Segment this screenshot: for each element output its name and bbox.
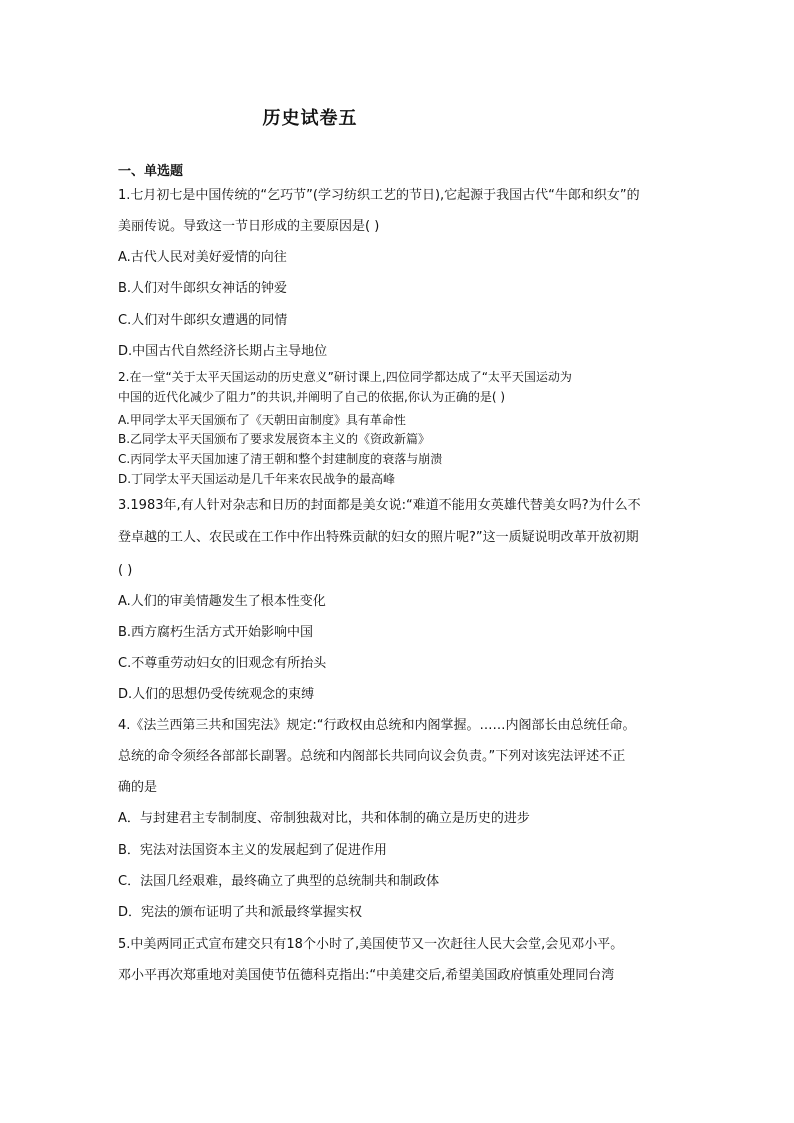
q3-option-c: C.不尊重劳动妇女的旧观念有所抬头 [118, 656, 327, 671]
q1-stem-line-1: 1.七月初七是中国传统的“乞巧节”(学习纺织工艺的节日),它起源于我国古代“牛郎和织女”的 [118, 188, 640, 203]
q1-stem-line-2: 美丽传说。导致这一节日形成的主要原因是( ) [118, 219, 380, 234]
q4-option-b: B．宪法对法国资本主义的发展起到了促进作用 [118, 843, 387, 858]
q2-option-c: C.丙同学太平天国加速了清王朝和整个封建制度的衰落与崩溃 [118, 452, 443, 466]
q5-stem-line-1: 5.中美两同正式宣布建交只有18个小时了,美国使节又一次赶往人民大会堂,会见邓小平。 [118, 937, 624, 952]
q2-stem-line-1: 2.在一堂“关于太平天国运动的历史意义”研讨课上,四位同学都达成了“太平天国运动为 [118, 370, 572, 384]
q4-option-c: C．法国几经艰难，最终确立了典型的总统制共和制政体 [118, 874, 440, 889]
q3-option-a: A.人们的审美情趣发生了根本性变化 [118, 594, 326, 609]
section-heading: 一、单选题 [118, 164, 184, 179]
q4-stem-line-2: 总统的命令须经各部部长副署。总统和内阁部长共同向议会负责。”下列对该宪法评述不正 [118, 749, 626, 764]
q4-stem-line-1: 4.《法兰西第三共和国宪法》规定:“行政权由总统和内阁掌握。……内阁部长由总统任命。 [118, 718, 636, 733]
q2-option-b: B.乙同学太平天国颁布了要求发展资本主义的《资政新篇》 [118, 432, 431, 446]
q1-option-c: C.人们对牛郎织女遭遇的同情 [118, 313, 288, 328]
q2-option-d: D.丁同学太平天国运动是几千年来农民战争的最高峰 [118, 472, 396, 486]
q4-option-d: D．宪法的颁布证明了共和派最终掌握实权 [118, 905, 363, 920]
q3-stem-line-2: 登卓越的工人、农民或在工作中作出特殊贡献的妇女的照片呢?”这一质疑说明改革开放初期 [118, 530, 639, 545]
q3-option-b: B.西方腐朽生活方式开始影响中国 [118, 625, 314, 640]
q2-option-a: A.甲同学太平天国颁布了《天朝田亩制度》具有革命性 [118, 413, 406, 427]
q1-option-d: D.中国古代自然经济长期占主导地位 [118, 344, 328, 359]
q5-stem-line-2: 邓小平再次郑重地对美国使节伍德科克指出:“中美建交后,希望美国政府慎重处理同台湾 [118, 968, 615, 983]
exam-title: 历史试卷五 [262, 108, 358, 129]
q2-stem-line-2: 中国的近代化减少了阻力”的共识,并阐明了自己的依据,你认为正确的是( ) [118, 390, 506, 404]
q1-option-b: B.人们对牛郎织女神话的钟爱 [118, 281, 288, 296]
q3-stem-line-3: ( ) [118, 563, 133, 578]
q3-option-d: D.人们的思想仍受传统观念的束缚 [118, 687, 315, 702]
q4-option-a: A．与封建君主专制制度、帝制独裁对比，共和体制的确立是历史的进步 [118, 811, 530, 826]
q1-option-a: A.古代人民对美好爱情的向往 [118, 250, 287, 265]
q3-stem-line-1: 3.1983年,有人针对杂志和日历的封面都是美女说:“难道不能用女英雄代替美女吗?为什么不 [118, 498, 641, 513]
q4-stem-line-3: 确的是 [118, 780, 158, 795]
